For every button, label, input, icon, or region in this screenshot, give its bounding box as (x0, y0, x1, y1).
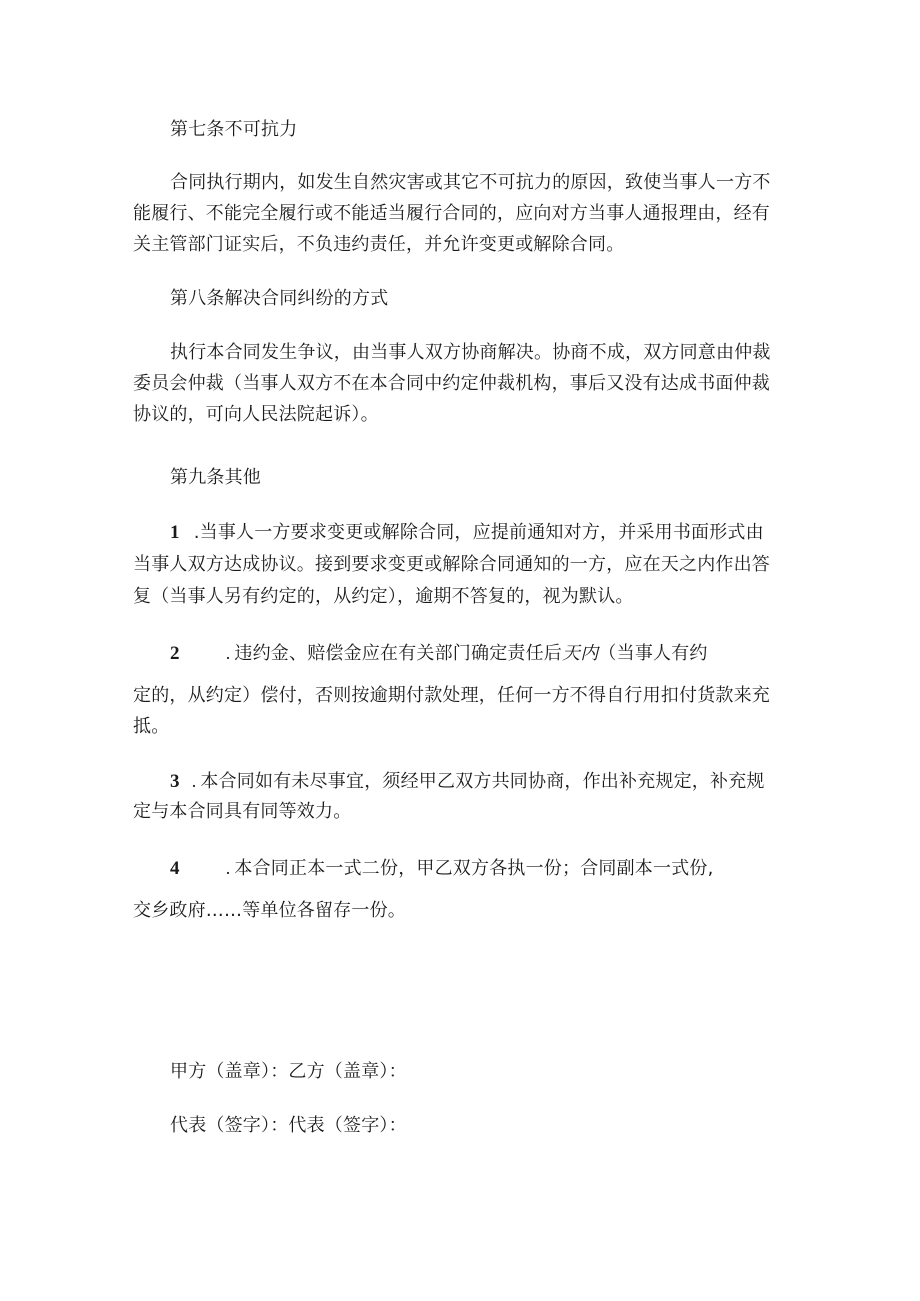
seal-line: 甲方（盖章）：乙方（盖章）： (170, 1061, 407, 1082)
item3-dot: . (191, 771, 197, 791)
article9-item2-first-line (170, 642, 708, 665)
article9-item2-line: 定的，从约定）偿付，否则按逾期付款处理，任何一方不得自行用扣付货款来充 (133, 685, 770, 706)
item4-dot: . (225, 858, 231, 878)
article8-line: 委员会仲裁（当事人双方不在本合同中约定仲裁机构，事后又没有达成书面仲裁 (133, 373, 770, 394)
article7-line: 合同执行期内，如发生自然灾害或其它不可抗力的原因，致使当事人一方不 (170, 172, 771, 193)
item3-text: 本合同如有未尽事宜，须经甲乙双方共同协商，作出补充规定，补充规 (200, 771, 765, 792)
item2-number: 2 (170, 643, 180, 664)
item2-dot: . (225, 643, 231, 663)
article9-item4-line: 交乡政府……等单位各留存一份。 (133, 900, 406, 921)
article9-item3-line: 定与本合同具有同等效力。 (133, 801, 352, 822)
item4-text: 本合同正本一式二份，甲乙双方各执一份；合同副本一式份, (234, 858, 714, 879)
article9-item3-first-line (170, 770, 765, 793)
article8-line: 执行本合同发生争议，由当事人双方协商解决。协商不成，双方同意由仲裁 (170, 342, 771, 363)
article8-line: 协议的，可向人民法院起诉）。 (133, 404, 379, 425)
article9-item1-line: 复（当事人另有约定的，从约定），逾期不答复的，视为默认。 (133, 586, 634, 607)
item2-text-a: 违约金、赔偿金应在有关部门确定责任后 (234, 643, 563, 664)
item1-number: 1 (170, 522, 180, 543)
item2-text-b: （当事人有约 (598, 643, 708, 664)
article7-line: 能履行、不能完全履行或不能适当履行合同的，应向对方当事人通报理由，经有 (133, 203, 770, 224)
item1-text: .当事人一方要求变更或解除合同，应提前通知对方，并采用书面形式由 (193, 522, 764, 543)
sign-line: 代表（签字）：代表（签字）： (170, 1115, 407, 1136)
item3-number: 3 (170, 771, 180, 792)
article9-heading: 第九条其他 (170, 467, 261, 488)
article7-heading: 第七条不可抗力 (170, 119, 298, 140)
article9-item1-line: 当事人双方达成协议。接到要求变更或解除合同通知的一方，应在天之内作出答 (133, 554, 770, 575)
item2-text-italic: 天内 (562, 643, 599, 664)
article9-item1-first-line (170, 522, 764, 544)
article8-heading: 第八条解决合同纠纷的方式 (170, 288, 389, 309)
article9-item4-first-line (170, 857, 714, 880)
article7-line: 关主管部门证实后，不负违约责任，并允许变更或解除合同。 (133, 234, 625, 255)
item4-number: 4 (170, 858, 180, 879)
article9-item2-line: 抵。 (133, 716, 170, 737)
